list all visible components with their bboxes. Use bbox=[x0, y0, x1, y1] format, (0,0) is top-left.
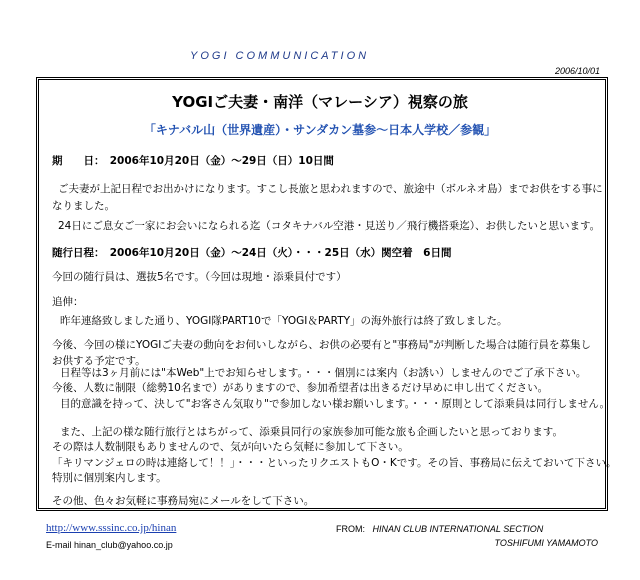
page-title: YOGIご夫妻・南洋（マレーシア）視察の旅 bbox=[172, 93, 468, 111]
escort-schedule: 随行日程： 2006年10月20日（金）～24日（火）・・・25日（水）関空着 6日間 bbox=[52, 247, 452, 259]
closing-line: 特別に個別案内します。 bbox=[52, 472, 167, 484]
schedule-line: 期 日： 2006年10月20日（金）～29日（日）10日間 bbox=[52, 155, 334, 167]
escort-members: 今回の随行員は、選抜5名です。（今回は現地・添乗員付です） bbox=[52, 271, 347, 283]
paragraph-line: 24日にご息女ご一家にお会いになられる迄（コタキナバル空港・見送り／飛行機搭乗迄）、お供したいと思います。 bbox=[58, 220, 601, 232]
from-label: FROM: bbox=[336, 524, 365, 534]
postscript-line: 今後、今回の様にYOGIご夫妻の動向をお伺いしながら、お供の必要有と"事務局"が判断した場合は随行員を募集し bbox=[52, 339, 591, 351]
closing-line: また、上記の様な随行旅行とはちがって、添乗員同行の家族参加可能な旅も企画したいと思っております。 bbox=[60, 426, 563, 438]
document-date: 2006/10/01 bbox=[554, 66, 600, 76]
website-link[interactable]: http://www.sssinc.co.jp/hinan bbox=[46, 522, 177, 534]
closing-line: その際は人数制限もありませんので、気が向いたら気軽に参加して下さい。 bbox=[52, 441, 409, 453]
postscript-line: お供する予定です。 bbox=[52, 355, 146, 367]
postscript-line: 日程等は3ヶ月前には"本Web"上でお知らせします。・・・個別には案内（お誘い）しませんのでご了承下さい。 bbox=[60, 367, 587, 379]
organization-name: HINAN CLUB INTERNATIONAL SECTION bbox=[372, 524, 544, 534]
brand-header: YOGI COMMUNICATION bbox=[190, 50, 370, 62]
sender-block bbox=[336, 524, 543, 534]
paragraph-line: ご夫妻が上記日程でお出かけになります。すこし長旅と思われますので、旅途中（ボルネオ島）までお供をする事に bbox=[58, 183, 603, 195]
sender-name: TOSHIFUMI YAMAMOTO bbox=[494, 538, 598, 548]
postscript-label: 追伸： bbox=[52, 296, 84, 308]
page-subtitle: 「キナバル山（世界遺産）・サンダカン墓参～日本人学校／参観」 bbox=[143, 123, 497, 137]
postscript-line: 昨年連絡致しました通り、YOGI隊PART10で「YOGI＆PARTY」の海外旅行は終了致しました。 bbox=[60, 315, 508, 327]
final-note: その他、色々お気軽に事務局宛にメールをして下さい。 bbox=[52, 495, 315, 507]
postscript-line: 目的意識を持って、決して"お客さん気取り"で参加しない様お願いします。・・・原則として添乗員は同行しません。 bbox=[60, 398, 610, 410]
paragraph-line: なりました。 bbox=[52, 200, 115, 212]
postscript-line: 今後、人数に制限（総勢10名まで）がありますので、参加希望者は出きるだけ早めに申し出てください。 bbox=[52, 382, 549, 394]
closing-line: 「キリマンジェロの時は連絡して！！」・・・といったリクエストもO・Kです。その旨、事務局に伝えておいて下さい。 bbox=[52, 457, 617, 469]
email-address: E-mail hinan_club@yahoo.co.jp bbox=[46, 540, 173, 550]
